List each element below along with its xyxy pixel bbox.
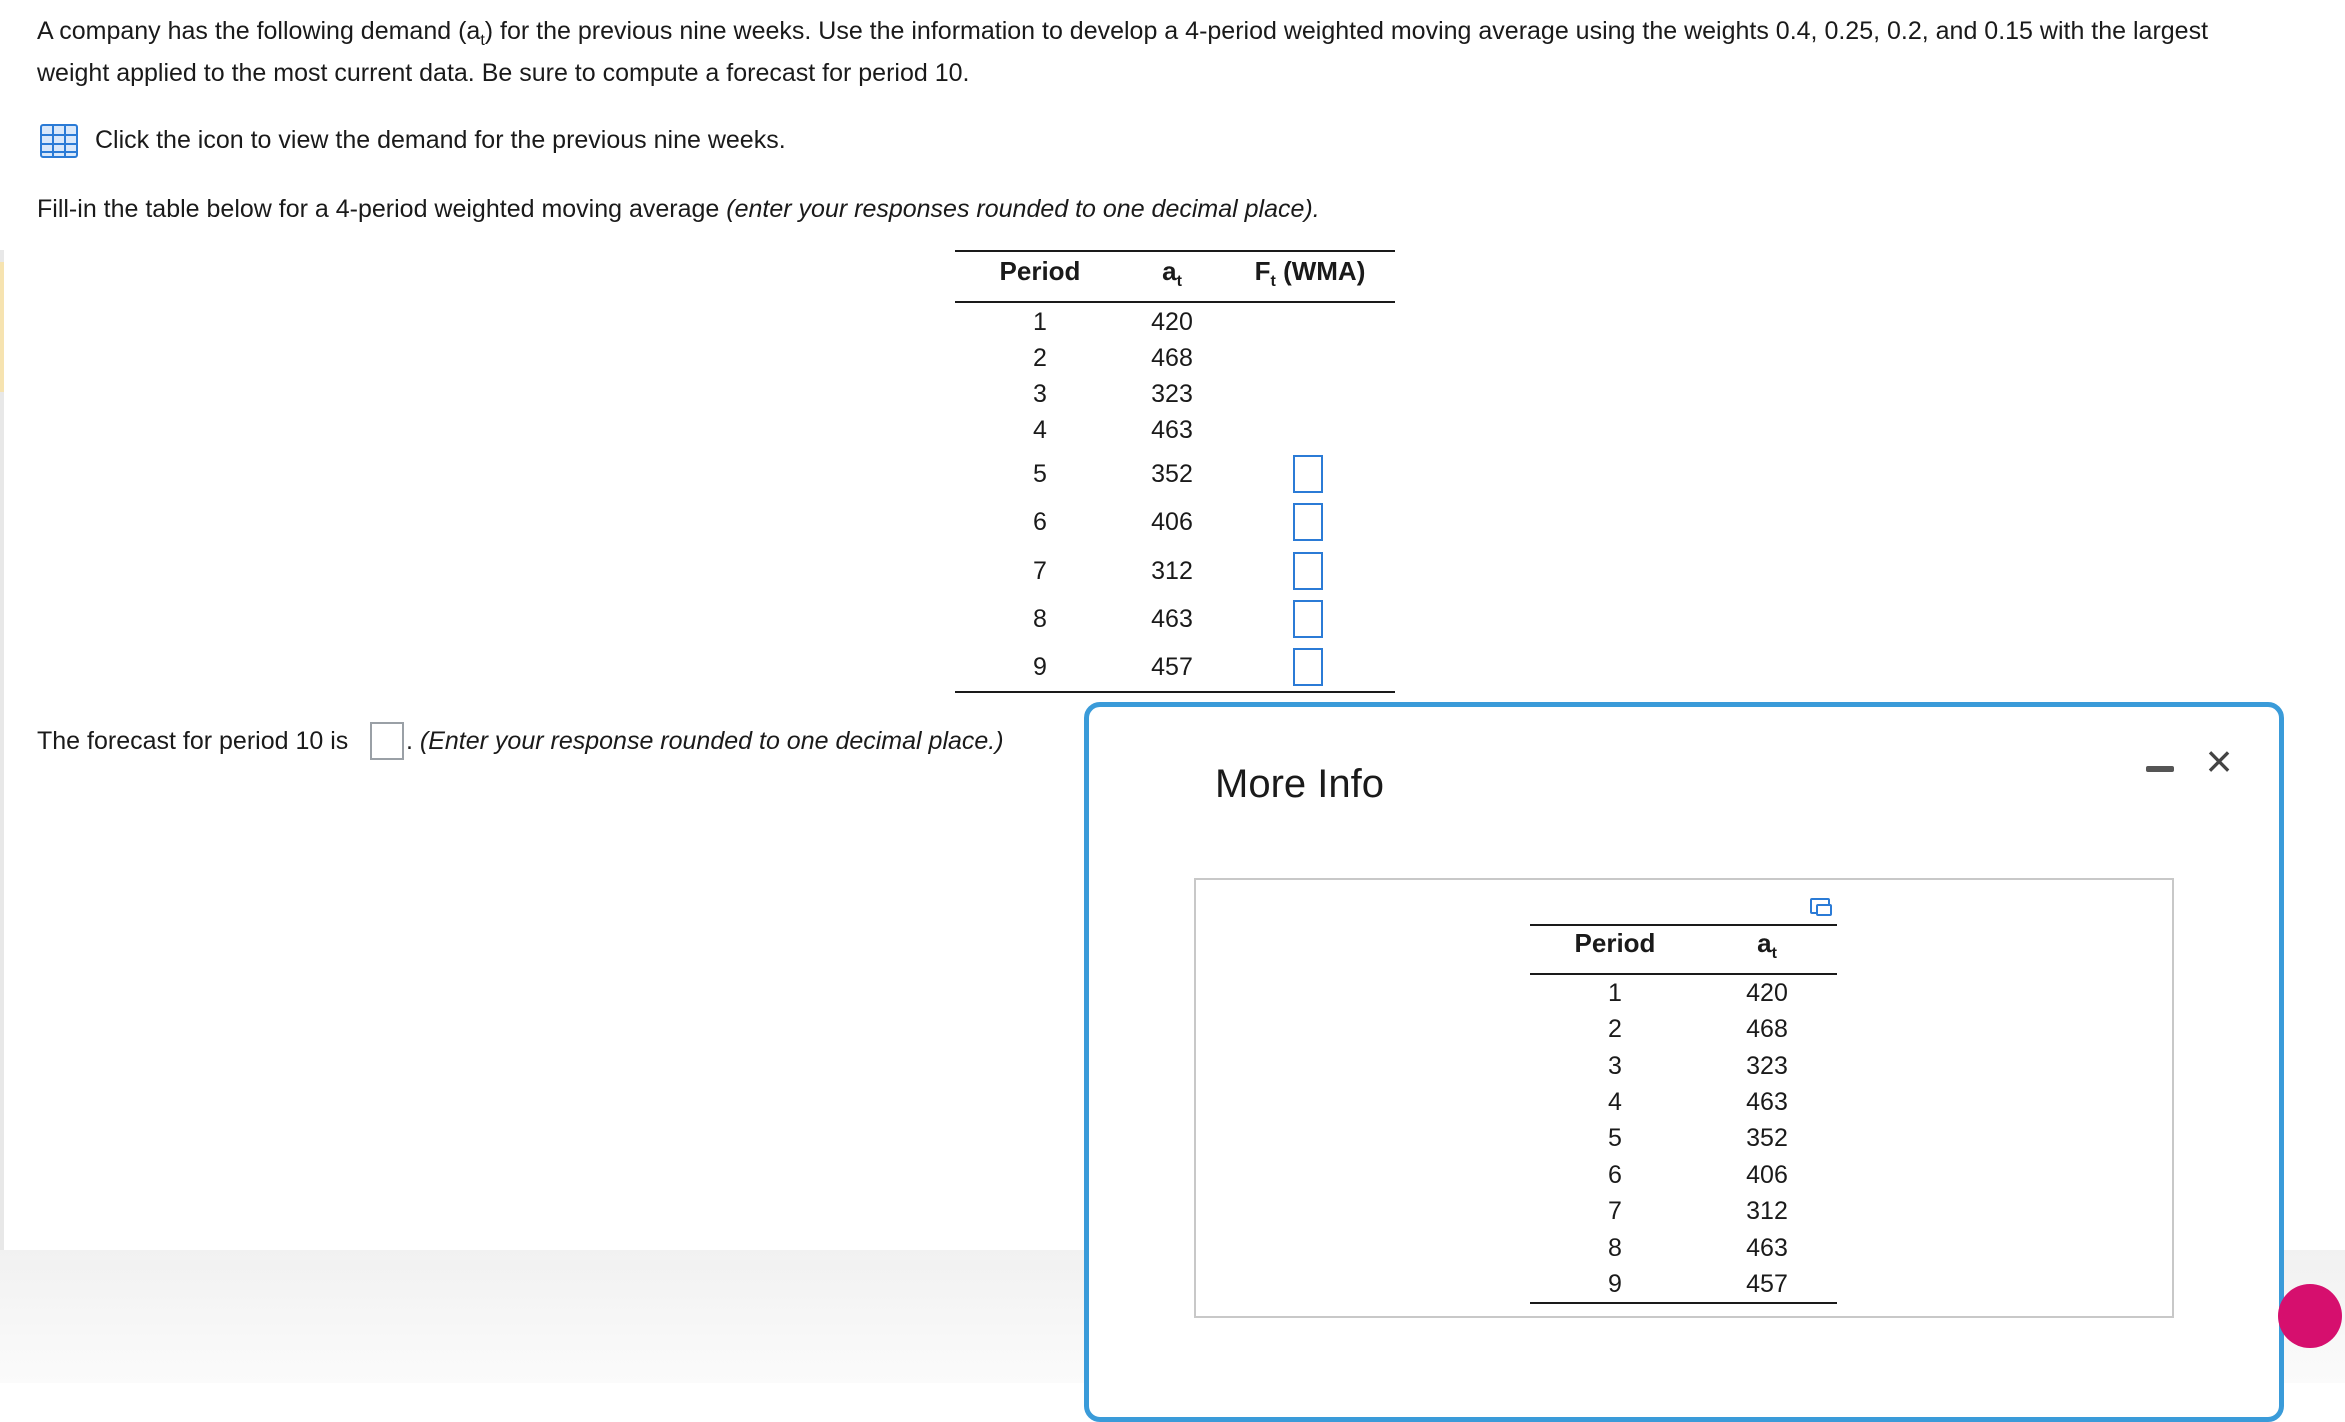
- table-grid-icon[interactable]: [40, 124, 78, 158]
- period-cell: 3: [1033, 380, 1047, 408]
- modal-demand-cell: 457: [1746, 1270, 1788, 1298]
- forecast-input-period-5[interactable]: [1293, 455, 1323, 493]
- forecast-period-10-input[interactable]: [370, 722, 404, 760]
- modal-demand-cell: 312: [1746, 1197, 1788, 1225]
- header-forecast: $F_t$ (WMA): [1254, 256, 1366, 290]
- period-cell: 7: [1033, 557, 1047, 585]
- forecast-input-period-7[interactable]: [1293, 552, 1323, 590]
- problem-line-2: weight applied to the most current data. Be sure to compute a forecast for period 10.: [37, 59, 970, 87]
- table-bottom-rule: [955, 691, 1395, 693]
- modal-table-header-rule: [1530, 973, 1837, 975]
- problem-line-1: A company has the following demand $(a_t)$ for the previous nine weeks. Use the information to develop a 4-period weighted moving average using the weights 0.4, 0.25, 0.2, and 0.15 with the largest: [37, 17, 2209, 49]
- modal-table-bottom-rule: [1530, 1302, 1837, 1304]
- modal-demand-cell: 463: [1746, 1234, 1788, 1262]
- copy-icon[interactable]: [1810, 898, 1832, 916]
- help-bubble[interactable]: [2278, 1284, 2342, 1348]
- modal-period-cell: 9: [1608, 1270, 1622, 1298]
- modal-period-cell: 1: [1608, 979, 1622, 1007]
- modal-header-demand: $a_t$: [1757, 928, 1777, 962]
- modal-demand-cell: 463: [1746, 1088, 1788, 1116]
- modal-period-cell: 8: [1608, 1234, 1622, 1262]
- modal-period-cell: 5: [1608, 1124, 1622, 1152]
- modal-demand-cell: 352: [1746, 1124, 1788, 1152]
- dialog-title: More Info: [1215, 762, 1384, 806]
- period-cell: 1: [1033, 308, 1047, 336]
- modal-period-cell: 7: [1608, 1197, 1622, 1225]
- period-cell: 9: [1033, 653, 1047, 681]
- period-cell: 8: [1033, 605, 1047, 633]
- forecast-input-period-8[interactable]: [1293, 600, 1323, 638]
- instruction-text: Fill-in the table below for a 4-period weighted moving average (enter your responses rounded to one decimal place).: [37, 195, 1320, 223]
- period-cell: 4: [1033, 416, 1047, 444]
- demand-cell: 463: [1151, 416, 1193, 444]
- demand-cell: 468: [1151, 344, 1193, 372]
- table-header-rule: [955, 301, 1395, 303]
- demand-cell: 323: [1151, 380, 1193, 408]
- modal-period-cell: 2: [1608, 1015, 1622, 1043]
- demand-cell: 352: [1151, 460, 1193, 488]
- modal-demand-cell: 406: [1746, 1161, 1788, 1189]
- forecast-input-period-6[interactable]: [1293, 503, 1323, 541]
- close-button[interactable]: ×: [2205, 735, 2233, 787]
- demand-cell: 457: [1151, 653, 1193, 681]
- period-cell: 2: [1033, 344, 1047, 372]
- forecast-note: . (Enter your response rounded to one decimal place.): [406, 727, 1004, 755]
- modal-period-cell: 3: [1608, 1052, 1622, 1080]
- modal-demand-cell: 468: [1746, 1015, 1788, 1043]
- forecast-lead-text: The forecast for period 10 is: [37, 727, 349, 755]
- left-rule: [0, 250, 4, 1250]
- demand-cell: 420: [1151, 308, 1193, 336]
- modal-period-cell: 6: [1608, 1161, 1622, 1189]
- modal-header-period: Period: [1574, 928, 1656, 958]
- left-highlight-bar: [0, 262, 4, 392]
- view-data-link[interactable]: Click the icon to view the demand for the previous nine weeks.: [95, 126, 786, 154]
- modal-period-cell: 4: [1608, 1088, 1622, 1116]
- demand-cell: 463: [1151, 605, 1193, 633]
- modal-demand-cell: 420: [1746, 979, 1788, 1007]
- header-period: Period: [999, 256, 1081, 286]
- table-top-rule: [955, 250, 1395, 252]
- demand-cell: 406: [1151, 508, 1193, 536]
- data-panel: [1194, 878, 2174, 1318]
- modal-demand-cell: 323: [1746, 1052, 1788, 1080]
- period-cell: 6: [1033, 508, 1047, 536]
- forecast-input-period-9[interactable]: [1293, 648, 1323, 686]
- header-demand: $a_t$: [1162, 256, 1182, 290]
- modal-table-top-rule: [1530, 924, 1837, 926]
- period-cell: 5: [1033, 460, 1047, 488]
- demand-cell: 312: [1151, 557, 1193, 585]
- minimize-button[interactable]: [2143, 752, 2179, 782]
